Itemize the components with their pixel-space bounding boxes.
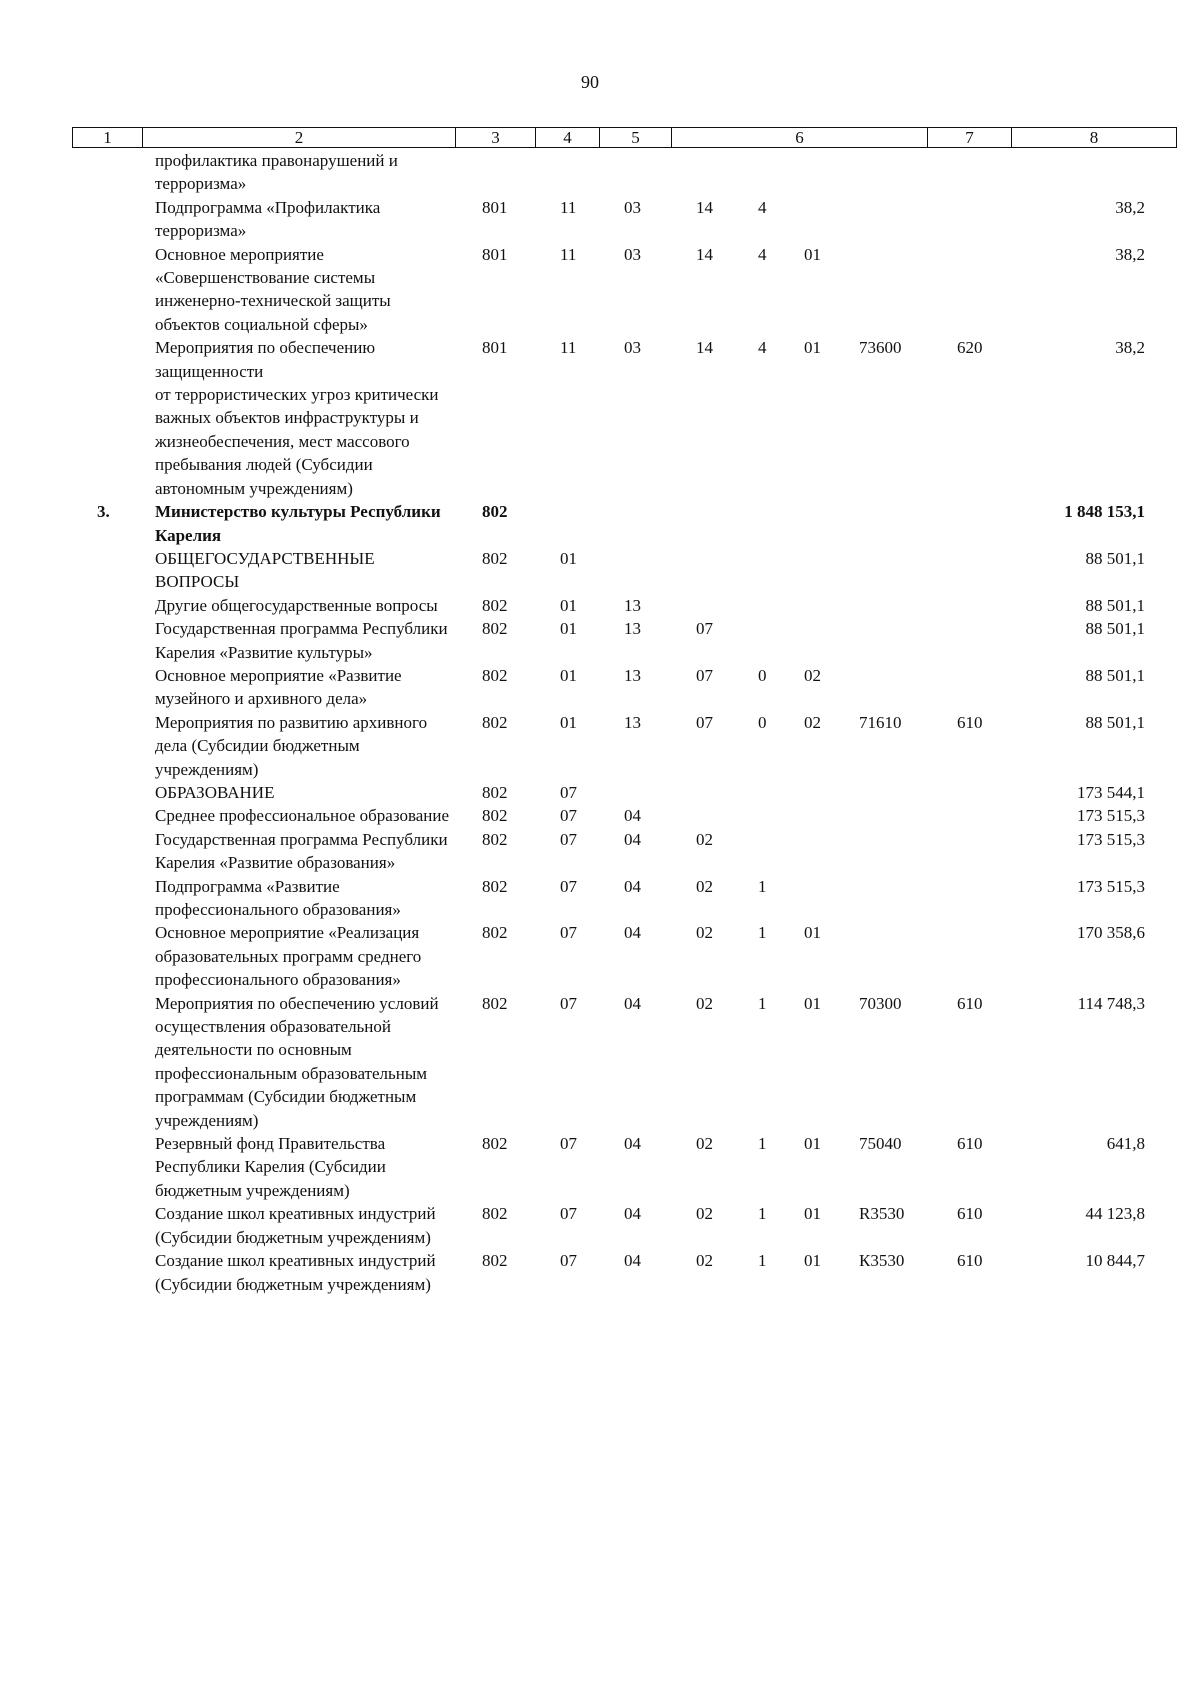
direction-code: 71610: [859, 712, 902, 732]
expense-type-code: 620: [957, 338, 983, 358]
expense-type-code: 610: [957, 993, 983, 1013]
table-row: [0, 1249, 1200, 1296]
row-name: Мероприятия по обеспечению условий осуществления образовательной деятельности по основным профессиональным образовательным программам (Субсидии бюджетным учреждениям): [155, 993, 439, 1130]
section-code: 07: [560, 993, 577, 1013]
admin-code: 801: [482, 244, 508, 264]
subsection-code: 04: [624, 876, 641, 896]
direction-code: 75040: [859, 1134, 902, 1154]
column-header-6: 6: [672, 128, 928, 148]
admin-code: 802: [482, 876, 508, 896]
subprogram-code: 4: [758, 338, 767, 358]
admin-code: 802: [482, 712, 508, 732]
section-code: 07: [560, 782, 577, 802]
section-code: 07: [560, 1251, 577, 1271]
measure-code: 01: [804, 338, 821, 358]
row-sum: 173 515,3: [1077, 829, 1145, 849]
row-sum: 173 515,3: [1077, 806, 1145, 826]
admin-code: 802: [482, 806, 508, 826]
table-row: [0, 243, 1200, 337]
admin-code: 802: [482, 502, 508, 522]
row-sum: 44 123,8: [1085, 1204, 1145, 1224]
section-code: 01: [560, 712, 577, 732]
row-name: Резервный фонд Правительства Республики Карелия (Субсидии бюджетным учреждениям): [155, 1134, 386, 1200]
subsection-code: 04: [624, 923, 641, 943]
row-sum: 88 501,1: [1085, 665, 1145, 685]
row-sum: 88 501,1: [1085, 619, 1145, 639]
row-name: Мероприятия по обеспечению защищенности от террористических угроз критически важных объектов инфраструктуры и жизнеобеспечения, мест массового пребывания людей (Субсидии автономным учреждениям): [155, 338, 439, 498]
table-row: [0, 547, 1200, 594]
subsection-code: 03: [624, 197, 641, 217]
column-header-row: [73, 128, 1177, 148]
subprogram-code: 1: [758, 1134, 767, 1154]
program-code: 02: [696, 1204, 713, 1224]
admin-code: 802: [482, 923, 508, 943]
subsection-code: 03: [624, 244, 641, 264]
subprogram-code: 1: [758, 993, 767, 1013]
section-code: 07: [560, 923, 577, 943]
row-sum: 641,8: [1106, 1134, 1145, 1154]
table-row: [0, 500, 1200, 547]
direction-code: 73600: [859, 338, 902, 358]
row-name: Государственная программа Республики Карелия «Развитие образования»: [155, 829, 448, 873]
table-row: [0, 781, 1200, 804]
table-row: [0, 617, 1200, 664]
row-sum: 1 848 153,1: [1064, 502, 1145, 522]
expense-type-code: 610: [957, 1134, 983, 1154]
program-code: 02: [696, 876, 713, 896]
admin-code: 802: [482, 665, 508, 685]
table-row: [0, 992, 1200, 1132]
page-number: 90: [581, 72, 599, 92]
subsection-code: 04: [624, 1134, 641, 1154]
admin-code: 802: [482, 595, 508, 615]
table-row: [0, 594, 1200, 617]
subprogram-code: 1: [758, 1204, 767, 1224]
measure-code: 01: [804, 1134, 821, 1154]
admin-code: 802: [482, 993, 508, 1013]
subprogram-code: 4: [758, 197, 767, 217]
row-sum: 88 501,1: [1085, 595, 1145, 615]
subprogram-code: 1: [758, 876, 767, 896]
table-row: [0, 711, 1200, 781]
admin-code: 802: [482, 548, 508, 568]
subsection-code: 04: [624, 1251, 641, 1271]
measure-code: 01: [804, 993, 821, 1013]
section-code: 11: [560, 197, 577, 217]
table-row: [0, 336, 1200, 500]
subprogram-code: 0: [758, 712, 767, 732]
subsection-code: 13: [624, 712, 641, 732]
section-code: 01: [560, 595, 577, 615]
program-code: 07: [696, 619, 713, 639]
row-name: Подпрограмма «Профилактика терроризма»: [155, 197, 381, 241]
section-code: 01: [560, 548, 577, 568]
subsection-code: 04: [624, 806, 641, 826]
program-code: 07: [696, 712, 713, 732]
section-code: 07: [560, 829, 577, 849]
table-row: [0, 1132, 1200, 1202]
row-sum: 38,2: [1115, 197, 1145, 217]
row-name: ОБРАЗОВАНИЕ: [155, 782, 275, 802]
subprogram-code: 1: [758, 1251, 767, 1271]
measure-code: 02: [804, 665, 821, 685]
program-code: 02: [696, 923, 713, 943]
measure-code: 01: [804, 1251, 821, 1271]
row-sum: 114 748,3: [1077, 993, 1145, 1013]
expense-type-code: 610: [957, 1251, 983, 1271]
table-row: [0, 875, 1200, 922]
program-code: 02: [696, 1134, 713, 1154]
row-name: Создание школ креативных индустрий (Субсидии бюджетным учреждениям): [155, 1204, 436, 1247]
admin-code: 802: [482, 1134, 508, 1154]
subsection-code: 04: [624, 1204, 641, 1224]
row-name: ОБЩЕГОСУДАРСТВЕННЫЕ ВОПРОСЫ: [155, 548, 375, 592]
column-header-5: 5: [600, 128, 672, 148]
program-code: 07: [696, 665, 713, 685]
admin-code: 802: [482, 782, 508, 802]
table-row: [0, 149, 1200, 196]
admin-code: 801: [482, 197, 508, 217]
row-name: Основное мероприятие «Реализация образовательных программ среднего профессионального образования»: [155, 923, 422, 990]
direction-code: 70300: [859, 993, 902, 1013]
program-code: 14: [696, 244, 713, 264]
program-code: 14: [696, 338, 713, 358]
row-name: Подпрограмма «Развитие профессионального образования»: [155, 876, 401, 919]
row-name: Основное мероприятие «Развитие музейного и архивного дела»: [155, 665, 402, 709]
row-sum: 173 515,3: [1077, 876, 1145, 896]
expense-type-code: 610: [957, 1204, 983, 1224]
subsection-code: 13: [624, 619, 641, 639]
program-code: 02: [696, 829, 713, 849]
subprogram-code: 0: [758, 665, 767, 685]
table-row: [0, 664, 1200, 711]
section-code: 01: [560, 619, 577, 639]
section-code: 07: [560, 806, 577, 826]
program-code: 02: [696, 1251, 713, 1271]
row-name: Государственная программа Республики Карелия «Развитие культуры»: [155, 619, 448, 662]
row-sum: 38,2: [1115, 338, 1145, 358]
table-row: [0, 804, 1200, 827]
row-number: 3.: [97, 502, 110, 522]
row-sum: 88 501,1: [1085, 548, 1145, 568]
program-code: 14: [696, 197, 713, 217]
expense-type-code: 610: [957, 712, 983, 732]
budget-rows: [0, 149, 1200, 1296]
measure-code: 02: [804, 712, 821, 732]
column-header-8: 8: [1012, 128, 1177, 148]
row-sum: 170 358,6: [1077, 923, 1145, 943]
section-code: 11: [560, 338, 577, 358]
subsection-code: 04: [624, 993, 641, 1013]
subprogram-code: 1: [758, 923, 767, 943]
measure-code: 01: [804, 923, 821, 943]
row-name: Мероприятия по развитию архивного дела (Субсидии бюджетным учреждениям): [155, 712, 428, 779]
table-row: [0, 196, 1200, 243]
section-code: 07: [560, 876, 577, 896]
row-sum: 10 844,7: [1085, 1251, 1145, 1271]
section-code: 01: [560, 665, 577, 685]
subsection-code: 04: [624, 829, 641, 849]
section-code: 07: [560, 1204, 577, 1224]
admin-code: 802: [482, 619, 508, 639]
subsection-code: 03: [624, 338, 641, 358]
row-name: Министерство культуры Республики Карелия: [155, 502, 441, 545]
column-header-2: 2: [143, 128, 456, 148]
admin-code: 802: [482, 1204, 508, 1224]
row-sum: 38,2: [1115, 244, 1145, 264]
row-name: Создание школ креативных индустрий (Субсидии бюджетным учреждениям): [155, 1251, 436, 1294]
column-header-4: 4: [536, 128, 600, 148]
row-name: профилактика правонарушений и терроризма»: [155, 151, 398, 194]
column-header-table: [72, 127, 1177, 148]
table-row: [0, 828, 1200, 875]
table-row: [0, 1202, 1200, 1249]
row-sum: 173 544,1: [1077, 782, 1145, 802]
subsection-code: 13: [624, 665, 641, 685]
measure-code: 01: [804, 244, 821, 264]
row-name: Среднее профессиональное образование: [155, 806, 450, 826]
admin-code: 801: [482, 338, 508, 358]
row-sum: 88 501,1: [1085, 712, 1145, 732]
direction-code: R3530: [859, 1204, 905, 1224]
subprogram-code: 4: [758, 244, 767, 264]
subsection-code: 13: [624, 595, 641, 615]
admin-code: 802: [482, 1251, 508, 1271]
section-code: 07: [560, 1134, 577, 1154]
table-row: [0, 921, 1200, 991]
direction-code: К3530: [859, 1251, 905, 1271]
row-name: Другие общегосударственные вопросы: [155, 595, 438, 615]
column-header-7: 7: [928, 128, 1012, 148]
column-header-3: 3: [456, 128, 536, 148]
column-header-1: 1: [73, 128, 143, 148]
program-code: 02: [696, 993, 713, 1013]
row-name: Основное мероприятие «Совершенствование системы инженерно-технической защиты объектов социальной сферы»: [155, 244, 391, 334]
admin-code: 802: [482, 829, 508, 849]
section-code: 11: [560, 244, 577, 264]
measure-code: 01: [804, 1204, 821, 1224]
